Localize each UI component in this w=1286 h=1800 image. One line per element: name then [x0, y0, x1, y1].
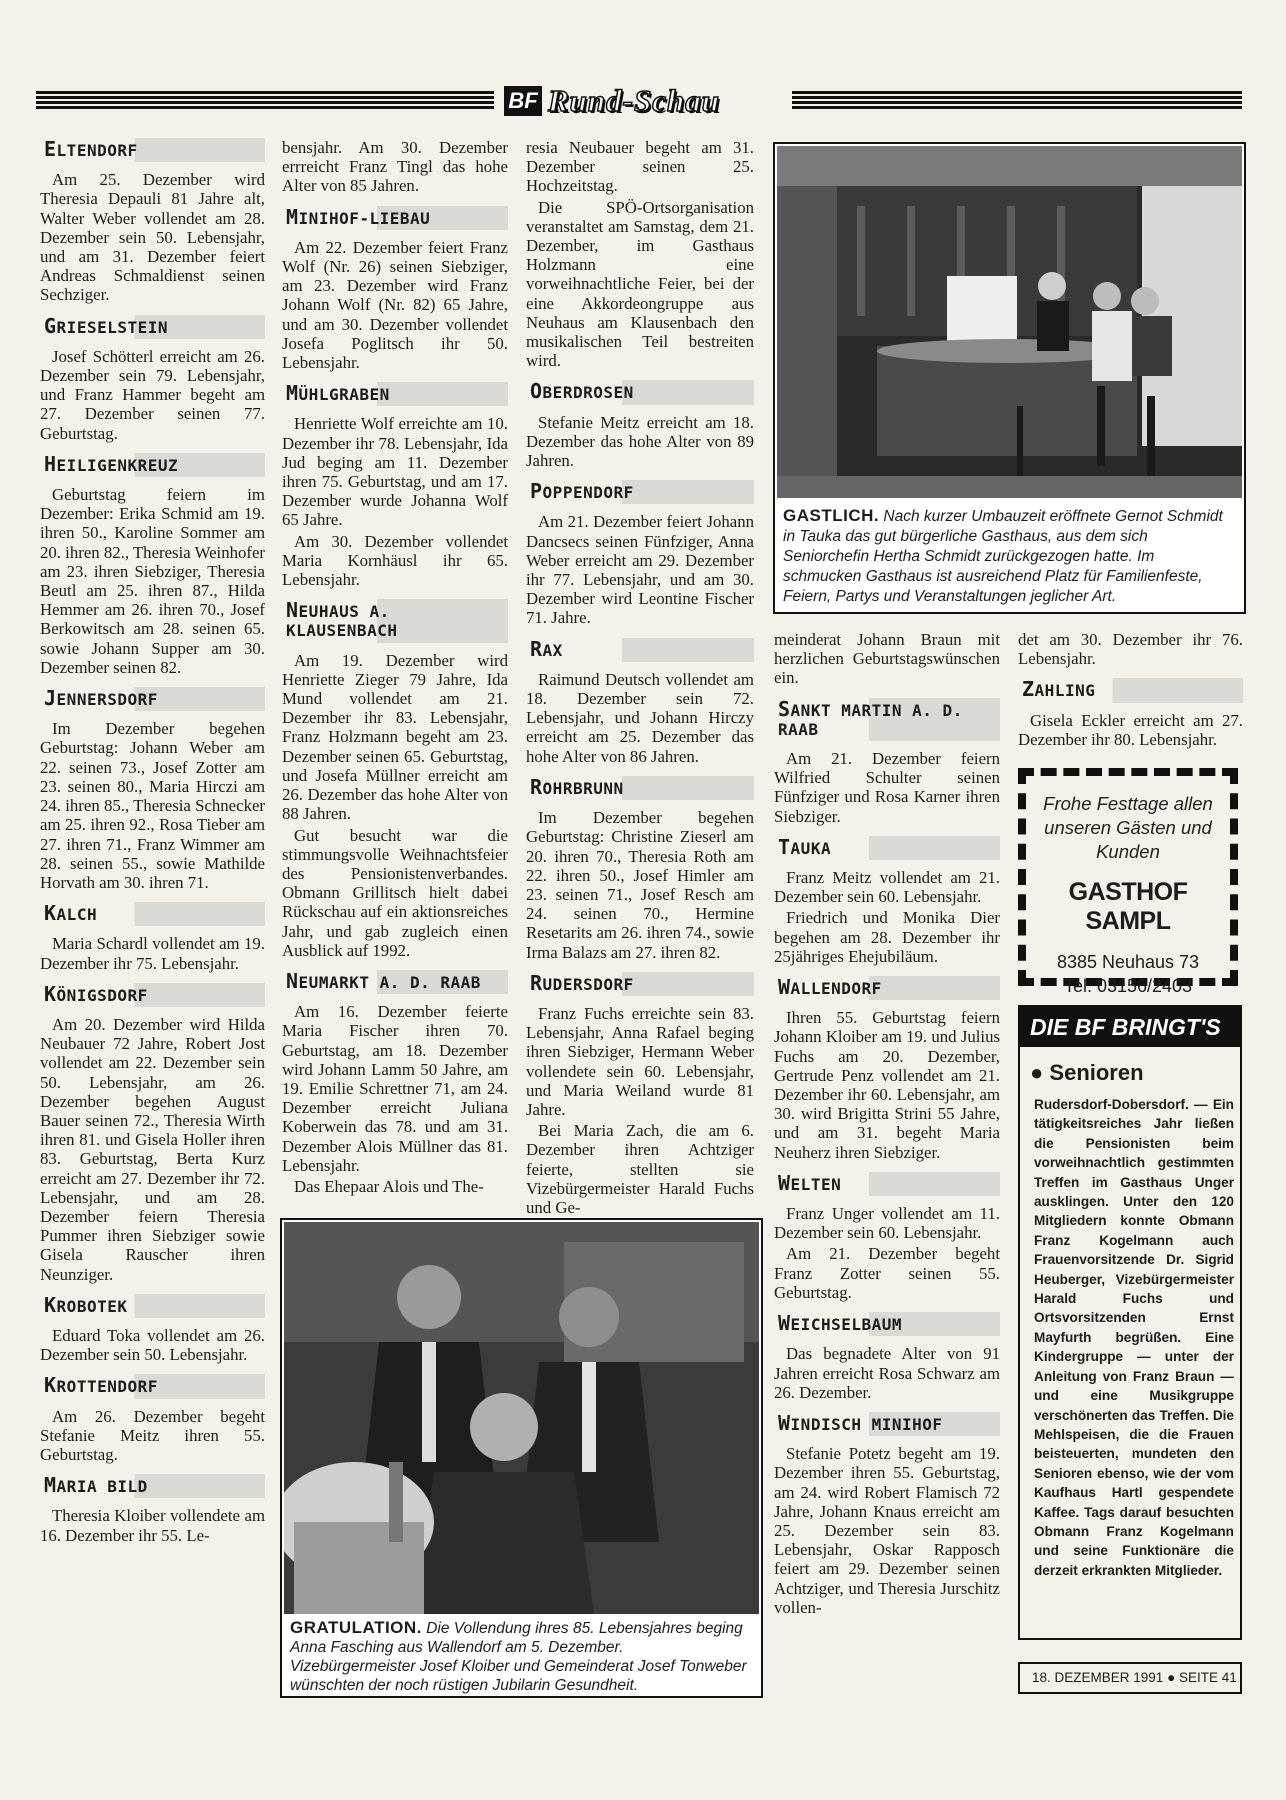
section-heading: KALCH — [40, 902, 265, 926]
bf-logo: BF — [504, 86, 542, 116]
section-heading: RAX — [526, 638, 754, 662]
section-heading: KÖNIGSDORF — [40, 983, 265, 1007]
article-paragraph: bensjahr. Am 30. Dezember errreicht Franz Tingl das hohe Alter von 85 Jahren. — [282, 138, 508, 196]
photo-gratulation — [280, 1218, 763, 1698]
article-paragraph: Am 16. Dezember feierte Maria Fischer ihren 70. Geburtstag, am 18. Dezember wird Johann Lamm 50 Jahre, am 19. Emilie Schrettner 71, am 24. Dezember erreicht Juliana Koberwein das 78. und am 31. Dezember Alois Müllner das 81. Lebensjahr. — [282, 1002, 508, 1175]
masthead-rule-right — [792, 91, 1242, 111]
article-paragraph: det am 30. Dezember ihr 76. Lebensjahr. — [1018, 630, 1243, 669]
bf-bringts-box — [1018, 1005, 1242, 1640]
section-heading: POPPENDORF — [526, 480, 754, 504]
section-heading: WALLENDORF — [774, 976, 1000, 1000]
bar-interior-image — [777, 146, 1242, 498]
section-heading: NEUHAUS A. KLAUSENBACH — [282, 599, 508, 642]
section-heading: KROTTENDORF — [40, 1374, 265, 1398]
article-paragraph: Das Ehepaar Alois und The- — [294, 1176, 484, 1196]
section-heading: ELTENDORF — [40, 138, 265, 162]
bullet-icon: ● — [1030, 1060, 1050, 1085]
column-2 — [282, 138, 508, 1198]
section-heading: OBERDROSEN — [526, 380, 754, 404]
article-paragraph: Josef Schötterl erreicht am 26. Dezember sein 79. Lebensjahr, und Franz Hammer begeht am 27. Dezember seinen 77. Geburtstag. — [40, 346, 265, 443]
caption-text: Nach kurzer Umbauzeit eröffnete Gernot Schmidt in Tauka das gut bürgerliche Gasthaus, aus dem sich Seniorchefin Hertha Schmidt zurückgezogen hatte. Im schmucken Gasthaus ist ausreichend Platz für Familienfeste, Feiern, Partys und Veranstaltungen jeglicher Art. — [783, 508, 1223, 605]
issue-date: 18. DEZEMBER 1991 — [1032, 1670, 1164, 1685]
section-heading: MÜHLGRABEN — [282, 382, 508, 406]
column-4 — [774, 630, 1000, 1619]
masthead-rule-left — [36, 91, 494, 111]
section-heading: ZAHLING — [1018, 678, 1243, 702]
section-heading: SANKT MARTIN A. D. RAAB — [774, 698, 1000, 741]
article-paragraph: Bei Maria Zach, die am 6. Dezember ihren Achtziger feierte, stellten sie Vizebürgermeister Harald Fuchs und Ge- — [526, 1121, 754, 1217]
article-paragraph: Am 20. Dezember wird Hilda Neubauer 72 Jahre, Robert Jost vollendet am 22. Dezember sein 50. Lebensjahr, am 26. Dezember begehen August Bauer seinen 72., Theresia Wirth ihren 81. und Gisela Holler ihren 83. Geburtstag, Berta Kurz erreicht am 27. Dezember ihr 72. Lebensjahr, und am 28. Dezember feiern Theresia Pummer ihren Siebziger sowie Gisela Rauscher ihren Neunziger. — [40, 1014, 265, 1284]
article-paragraph: Am 22. Dezember feiert Franz Wolf (Nr. 26) seinen Siebziger, am 23. Dezember wird Franz Johann Wolf (Nr. 82) 65 Jahre, und am 30. Dezember vollendet Josefa Poglitsch ihr 50. Lebensjahr. — [282, 237, 508, 373]
bf-bringts-header: DIE BF BRINGT'S — [1020, 1007, 1240, 1047]
column-3 — [526, 138, 754, 1219]
page-footer — [1018, 1662, 1242, 1694]
caption-text: Die Vollendung ihres 85. Lebensjahres beging Anna Fasching aus Wallendorf am 5. Dezember. Vizebürgermeister Josef Kloiber und Gemeinderat Josef Tonweber wünschten der noch rüstigen Jubilarin Gesundheit. — [290, 1620, 747, 1694]
section-heading: HEILIGENKREUZ — [40, 453, 265, 477]
article-paragraph: Die SPÖ-Ortsorganisation veranstaltet am Samstag, dem 21. Dezember, im Gasthaus Holzmann eine vorweihnachtliche Feier, bei der eine Akkordeongruppe aus Neuhaus am Klausenbach den musikalischen Teil bestreiten wird. — [526, 197, 754, 371]
article-paragraph: Am 19. Dezember wird Henriette Zieger 79 Jahre, Ida Mund vollendet am 21. Dezember ihr 83. Lebensjahr, Franz Holzmann begeht am 23. Dezember seinen 65. Geburtstag, und Josefa Müllner erreicht am 26. Dezember das hohe Alter von 88 Jahren. — [282, 650, 508, 824]
article-paragraph: Henriette Wolf erreichte am 10. Dezember ihr 78. Lebensjahr, Ida Jud beging am 11. Dezember ihren 75. Geburtstag, und am 17. Dezember wurde Johanna Wolf 65 Jahre. — [282, 414, 508, 530]
article-paragraph: Eduard Toka vollendet am 26. Dezember sein 50. Lebensjahr. — [40, 1325, 265, 1365]
article-paragraph: Gut besucht war die stimmungsvolle Weihnachtsfeier des Pensionistenverbandes. Obmann Grillitsch hielt dabei Rückschau auf ein aktionsreiches Jahr, und gab zugleich einen Ausblick auf 1992. — [282, 825, 508, 960]
article-paragraph: Maria Schardl vollendet am 19. Dezember ihr 75. Lebensjahr. — [40, 934, 265, 973]
section-heading: RUDERSDORF — [526, 972, 754, 996]
bf-bringts-subhead — [1030, 1059, 1240, 1087]
article-paragraph: Ihren 55. Geburtstag feiern Johann Kloiber am 19. und Julius Fuchs am 20. Dezember, Gertrude Penz vollendet am 21. Dezember ihr 60. Lebensjahr, am 30. wird Brigitta Strini 55 Jahre, und am 31. begeht Maria Neuherz ihren Siebziger. — [774, 1008, 1000, 1162]
footer-separator: ● — [1167, 1670, 1176, 1685]
article-paragraph: Am 21. Dezember begeht Franz Zotter seinen 55. Geburtstag. — [774, 1244, 1000, 1302]
section-heading: MARIA BILD — [40, 1474, 265, 1498]
section-heading: WEICHSELBAUM — [774, 1312, 1000, 1336]
article-paragraph: Geburtstag feiern im Dezember: Erika Schmid am 19. ihren 50., Karoline Sommer am 20. ihren 82., Theresia Weinhofer am 23. ihren Siebziger, Theresia Beutl am 25. ihren 87., Hilda Hemmer am 26. ihren 70., Josef Berkowitsch am 28. seinen 65. sowie Johann Supper am 30. Dezember seinen 82. — [40, 485, 265, 677]
column-5 — [1018, 630, 1243, 751]
section-heading: ROHRBRUNN — [526, 776, 754, 800]
article-paragraph: Im Dezember begehen Geburtstag: Johann Weber am 22. seinen 73., Josef Zotter am 23. seinen 80., Maria Hirczi am 24. ihren 85., Theresia Schnecker am 25. ihren 92., Rosa Tieber am 27. ihren 71., Franz Wimmer am 28. seinen 55., sowie Mathilde Horvath am 30. ihren 71. — [40, 719, 265, 892]
bf-bringts-subhead-label: Senioren — [1049, 1060, 1144, 1085]
column-1 — [40, 138, 265, 1547]
ad-address: 8385 Neuhaus 73 — [1056, 952, 1200, 972]
section-heading: MINIHOF-LIEBAU — [282, 206, 508, 230]
article-paragraph: Franz Unger vollendet am 11. Dezember sein 60. Lebensjahr. — [774, 1204, 1000, 1243]
bf-bringts-text: Rudersdorf-Dobersdorf. — Ein tätigkeitsreiches Jahr ließen die Pensionisten beim vorweihnachtlich gestimmten Treffen im Gasthaus Unger ausklingen. Unter den 120 Mitgliedern konnte Obmann Franz Kogelmann auch Frauenvorsitzende Dr. Sigrid Heuberger, Vizebürgermeister Harald Fuchs und Ortsvorsitzenden Ernst Mayfurth begrüßen. Eine Kindergruppe — unter der Anleitung von Franz Braun — und eine Musikgruppe verschönerten das Treffen. Die Mehlspeisen, die die Frauen beisteuerten, mundeten den Senioren ebenso, wie der vom Kaufhaus Hartl gespendete Kaffee. Tags darauf besuchten Obmann Franz Kogelmann und seine Funktionäre die derzeit erkrankten Mitglieder. — [1034, 1097, 1234, 1578]
section-heading: KROBOTEK — [40, 1294, 265, 1318]
article-paragraph: resia Neubauer begeht am 31. Dezember seinen 25. Hochzeitstag. — [526, 138, 754, 196]
page-number: SEITE 41 — [1179, 1670, 1237, 1685]
article-paragraph: Im Dezember begehen Geburtstag: Christine Zieserl am 20. ihren 70., Theresia Roth am 22. ihren 50., Josef Himler am 23. seinen 71., Josef Resch am 24. seinen 70., Hermine Resetarits am 26. ihren 74., sowie Irma Balazs am 27. ihren 82. — [526, 808, 754, 962]
article-paragraph: Am 21. Dezember feiern Wilfried Schulter seinen Fünfziger und Rosa Karner ihren Siebziger. — [774, 749, 1000, 826]
caption-lead: GRATULATION. — [290, 1618, 422, 1637]
article-paragraph: meinderat Johann Braun mit herzlichen Geburtstagswünschen ein. — [774, 630, 1000, 688]
ad-phone: Tel. 03156/2403 — [1063, 976, 1193, 996]
article-paragraph: Theresia Kloiber vollendete am 16. Dezember ihr 55. Le- — [40, 1506, 265, 1545]
section-heading: JENNERSDORF — [40, 687, 265, 711]
section-heading: GRIESELSTEIN — [40, 315, 265, 339]
ad-business-name: GASTHOF SAMPL — [1068, 878, 1188, 935]
article-paragraph: Raimund Deutsch vollendet am 18. Dezember sein 72. Lebensjahr, und Johann Hirczy erreicht am 25. Dezember das hohe Alter von 86 Jahren. — [526, 669, 754, 766]
photo-gratulation-caption — [282, 1614, 761, 1695]
ad-greeting: Frohe Festtage allen unseren Gästen und Kunden — [1043, 793, 1213, 862]
section-heading: WELTEN — [774, 1172, 1000, 1196]
advertisement-gasthof-sampl — [1018, 768, 1238, 996]
section-heading: TAUKA — [774, 836, 1000, 860]
article-paragraph: Das begnadete Alter von 91 Jahren erreicht Rosa Schwarz am 26. Dezember. — [774, 1344, 1000, 1402]
article-paragraph: Stefanie Potetz begeht am 19. Dezember ihren 55. Geburtstag, am 24. wird Robert Flamisch 72 Jahre, Johann Knaus erreicht am 25. Dezember sein 83. Lebensjahr, Oskar Rapposch feiert am 29. Dezember seinen Achtziger, und Theresia Jurschitz vollen- — [774, 1444, 1000, 1617]
masthead — [36, 83, 1242, 126]
section-heading: WINDISCH MINIHOF — [774, 1412, 1000, 1436]
section-title: Rund-Schau — [548, 83, 720, 118]
article-paragraph: Am 21. Dezember feiert Johann Dancsecs seinen Fünfziger, Anna Weber erreicht am 29. Dezember ihr 77. Lebensjahr, und am 30. Dezember wird Leontine Fischer 71. Jahre. — [526, 512, 754, 628]
caption-lead: GASTLICH. — [783, 506, 880, 525]
article-paragraph: Gisela Eckler erreicht am 27. Dezember ihr 80. Lebensjahr. — [1018, 710, 1243, 749]
article-paragraph: Stefanie Meitz erreicht am 18. Dezember das hohe Alter von 89 Jahren. — [526, 412, 754, 471]
article-paragraph: Franz Meitz vollendet am 21. Dezember sein 60. Lebensjahr. — [774, 868, 1000, 907]
photo-gasthaus — [773, 142, 1246, 614]
photo-gasthaus-caption — [775, 500, 1244, 607]
section-heading: NEUMARKT A. D. RAAB — [282, 970, 508, 994]
article-paragraph: Am 30. Dezember vollendet Maria Kornhäusl ihr 65. Lebensjahr. — [282, 531, 508, 590]
article-paragraph: Franz Fuchs erreichte sein 83. Lebensjahr, Anna Rafael beging ihren Siebziger, Hermann Weber vollendete sein 60. Lebensjahr, und Maria Weiland wurde 81 Jahre. — [526, 1003, 754, 1119]
gratulation-image — [284, 1222, 759, 1614]
article-paragraph: Am 26. Dezember begeht Stefanie Meitz ihren 55. Geburtstag. — [40, 1406, 265, 1464]
article-paragraph: Friedrich und Monika Dier begehen am 28. Dezember ihr 25jähriges Ehejubiläum. — [774, 908, 1000, 966]
article-paragraph: Am 25. Dezember wird Theresia Depauli 81 Jahre alt, Walter Weber vollendet am 28. Dezember sein 50. Lebensjahr, und am 31. Dezember feiert Andreas Schmaldienst seinen Sechziger. — [40, 170, 265, 305]
